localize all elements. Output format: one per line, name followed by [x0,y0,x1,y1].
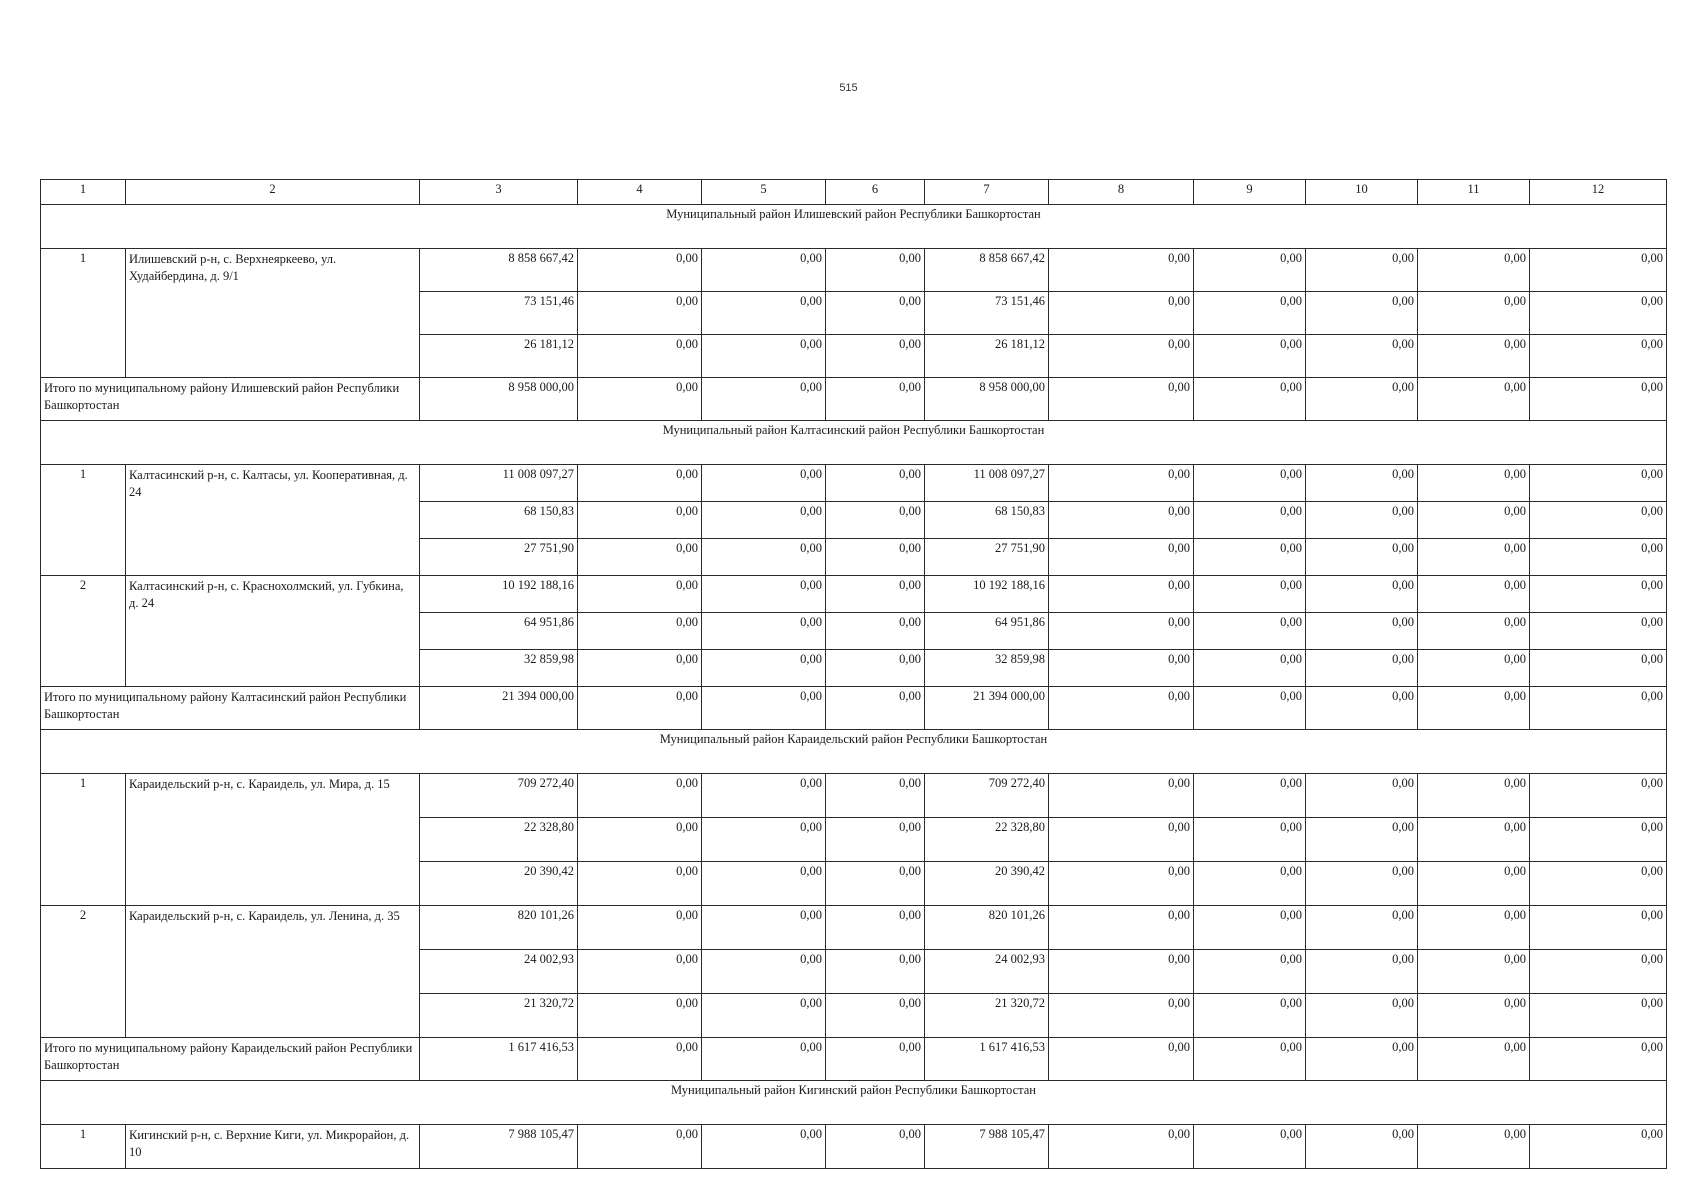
amount-cell: 0,00 [702,906,826,950]
amount-cell: 0,00 [1306,249,1418,292]
amount-cell: 0,00 [702,862,826,906]
amount-cell: 0,00 [1418,465,1530,502]
amount-cell: 0,00 [1306,950,1418,994]
amount-cell: 26 181,12 [420,335,578,378]
amount-cell: 0,00 [826,862,925,906]
amount-cell: 0,00 [578,906,702,950]
amount-cell: 0,00 [1530,613,1667,650]
amount-cell: 64 951,86 [420,613,578,650]
total-amount-cell: 0,00 [826,1038,925,1081]
amount-cell: 0,00 [1530,950,1667,994]
section-title: Муниципальный район Кигинский район Республики Башкортостан [41,1081,1667,1125]
amount-cell: 0,00 [826,335,925,378]
amount-cell: 0,00 [1306,862,1418,906]
amount-cell: 0,00 [1418,650,1530,687]
amount-cell: 0,00 [702,650,826,687]
column-header: 4 [578,180,702,205]
amount-cell: 0,00 [1418,335,1530,378]
total-amount-cell: 21 394 000,00 [420,687,578,730]
column-header: 9 [1194,180,1306,205]
address-cell: Караидельский р-н, с. Караидель, ул. Ленина, д. 35 [126,906,420,1038]
amount-cell: 0,00 [1530,994,1667,1038]
amount-cell: 0,00 [1418,994,1530,1038]
column-header: 5 [702,180,826,205]
amount-cell: 73 151,46 [420,292,578,335]
amount-cell: 0,00 [1049,502,1194,539]
amount-cell: 0,00 [1049,1125,1194,1169]
amount-cell: 0,00 [1049,650,1194,687]
total-amount-cell: 0,00 [1306,1038,1418,1081]
total-row [41,1038,1667,1081]
amount-cell: 0,00 [826,292,925,335]
amount-cell: 0,00 [702,613,826,650]
finance-table [40,179,1667,1169]
address-cell: Илишевский р-н, с. Верхнеяркеево, ул. Худайбердина, д. 9/1 [126,249,420,378]
amount-cell: 0,00 [826,994,925,1038]
amount-cell: 0,00 [1530,335,1667,378]
amount-cell: 0,00 [1194,1125,1306,1169]
amount-cell: 0,00 [1194,994,1306,1038]
amount-cell: 0,00 [1418,950,1530,994]
amount-cell: 0,00 [1530,539,1667,576]
amount-cell: 0,00 [826,1125,925,1169]
amount-cell: 0,00 [1194,576,1306,613]
column-header: 7 [925,180,1049,205]
amount-cell: 27 751,90 [925,539,1049,576]
amount-cell: 0,00 [1049,613,1194,650]
amount-cell: 0,00 [1418,862,1530,906]
section-header-row [41,730,1667,774]
section-header-row [41,421,1667,465]
amount-cell: 0,00 [578,862,702,906]
amount-cell: 0,00 [1306,774,1418,818]
amount-cell: 68 150,83 [420,502,578,539]
column-header: 1 [41,180,126,205]
total-amount-cell: 0,00 [702,378,826,421]
page-number: 515 [839,82,858,94]
amount-cell: 0,00 [702,249,826,292]
amount-cell: 0,00 [1530,906,1667,950]
amount-cell: 0,00 [702,502,826,539]
amount-cell: 24 002,93 [925,950,1049,994]
column-header: 6 [826,180,925,205]
amount-cell: 7 988 105,47 [420,1125,578,1169]
amount-cell: 0,00 [826,613,925,650]
amount-cell: 0,00 [1306,465,1418,502]
row-number: 1 [41,249,126,378]
amount-cell: 0,00 [1049,539,1194,576]
amount-cell: 8 858 667,42 [420,249,578,292]
amount-cell: 0,00 [1530,862,1667,906]
amount-cell: 73 151,46 [925,292,1049,335]
amount-cell: 0,00 [1306,576,1418,613]
amount-cell: 20 390,42 [925,862,1049,906]
amount-cell: 820 101,26 [925,906,1049,950]
amount-cell: 0,00 [1049,576,1194,613]
section-header-row [41,205,1667,249]
total-amount-cell: 0,00 [1194,687,1306,730]
total-amount-cell: 0,00 [578,378,702,421]
total-amount-cell: 0,00 [1306,378,1418,421]
amount-cell: 0,00 [826,818,925,862]
amount-cell: 0,00 [1194,502,1306,539]
amount-cell: 0,00 [1418,576,1530,613]
amount-cell: 0,00 [1049,774,1194,818]
amount-cell: 0,00 [1418,818,1530,862]
row-number: 1 [41,465,126,576]
amount-cell: 0,00 [1418,292,1530,335]
amount-cell: 0,00 [1306,502,1418,539]
amount-cell: 0,00 [1194,335,1306,378]
amount-cell: 0,00 [578,994,702,1038]
total-amount-cell: 0,00 [1418,1038,1530,1081]
amount-cell: 7 988 105,47 [925,1125,1049,1169]
table-row [41,465,1667,502]
amount-cell: 0,00 [578,292,702,335]
amount-cell: 32 859,98 [420,650,578,687]
amount-cell: 0,00 [826,774,925,818]
table-body [41,180,1667,1169]
amount-cell: 0,00 [1418,906,1530,950]
amount-cell: 0,00 [1194,249,1306,292]
amount-cell: 0,00 [578,249,702,292]
column-header: 3 [420,180,578,205]
total-amount-cell: 0,00 [826,687,925,730]
address-cell: Кигинский р-н, с. Верхние Киги, ул. Микрорайон, д. 10 [126,1125,420,1169]
amount-cell: 0,00 [826,950,925,994]
total-amount-cell: 0,00 [578,1038,702,1081]
section-title: Муниципальный район Караидельский район Республики Башкортостан [41,730,1667,774]
amount-cell: 68 150,83 [925,502,1049,539]
amount-cell: 32 859,98 [925,650,1049,687]
amount-cell: 0,00 [1194,292,1306,335]
table-row [41,576,1667,613]
table-row [41,1125,1667,1169]
amount-cell: 0,00 [702,950,826,994]
amount-cell: 0,00 [702,292,826,335]
total-label: Итого по муниципальному району Илишевский район Республики Башкортостан [41,378,420,421]
total-label: Итого по муниципальному району Караидельский район Республики Башкортостан [41,1038,420,1081]
table-row [41,774,1667,818]
amount-cell: 0,00 [1049,335,1194,378]
amount-cell: 0,00 [826,502,925,539]
amount-cell: 709 272,40 [420,774,578,818]
total-label: Итого по муниципальному району Калтасинский район Республики Башкортостан [41,687,420,730]
amount-cell: 0,00 [1049,818,1194,862]
amount-cell: 21 320,72 [925,994,1049,1038]
amount-cell: 0,00 [702,335,826,378]
amount-cell: 0,00 [826,906,925,950]
amount-cell: 0,00 [578,1125,702,1169]
amount-cell: 0,00 [1306,906,1418,950]
amount-cell: 0,00 [826,249,925,292]
amount-cell: 0,00 [1306,539,1418,576]
amount-cell: 0,00 [1306,335,1418,378]
total-amount-cell: 0,00 [578,687,702,730]
column-header-row [41,180,1667,205]
table-row [41,249,1667,292]
amount-cell: 0,00 [1530,650,1667,687]
amount-cell: 0,00 [1418,502,1530,539]
address-cell: Калтасинский р-н, с. Калтасы, ул. Кооперативная, д. 24 [126,465,420,576]
amount-cell: 0,00 [1049,249,1194,292]
amount-cell: 0,00 [1306,650,1418,687]
total-amount-cell: 0,00 [1049,1038,1194,1081]
row-number: 1 [41,774,126,906]
address-cell: Караидельский р-н, с. Караидель, ул. Мира, д. 15 [126,774,420,906]
table-row [41,906,1667,950]
amount-cell: 0,00 [1049,292,1194,335]
row-number: 2 [41,906,126,1038]
total-amount-cell: 8 958 000,00 [420,378,578,421]
amount-cell: 0,00 [702,994,826,1038]
amount-cell: 21 320,72 [420,994,578,1038]
column-header: 2 [126,180,420,205]
amount-cell: 0,00 [702,576,826,613]
total-row [41,687,1667,730]
total-amount-cell: 0,00 [702,687,826,730]
amount-cell: 0,00 [1194,465,1306,502]
amount-cell: 0,00 [1194,650,1306,687]
amount-cell: 0,00 [578,774,702,818]
amount-cell: 0,00 [1049,862,1194,906]
total-amount-cell: 0,00 [1418,687,1530,730]
amount-cell: 0,00 [1194,950,1306,994]
amount-cell: 0,00 [578,576,702,613]
amount-cell: 0,00 [1530,292,1667,335]
amount-cell: 0,00 [1049,950,1194,994]
amount-cell: 11 008 097,27 [925,465,1049,502]
amount-cell: 0,00 [1530,502,1667,539]
section-title: Муниципальный район Калтасинский район Республики Башкортостан [41,421,1667,465]
amount-cell: 0,00 [1194,774,1306,818]
section-header-row [41,1081,1667,1125]
amount-cell: 0,00 [1049,465,1194,502]
total-row [41,378,1667,421]
amount-cell: 0,00 [578,818,702,862]
total-amount-cell: 0,00 [702,1038,826,1081]
amount-cell: 27 751,90 [420,539,578,576]
amount-cell: 0,00 [826,576,925,613]
amount-cell: 0,00 [578,613,702,650]
amount-cell: 0,00 [702,539,826,576]
amount-cell: 0,00 [1530,249,1667,292]
total-amount-cell: 0,00 [1194,1038,1306,1081]
amount-cell: 0,00 [1530,774,1667,818]
amount-cell: 0,00 [826,465,925,502]
amount-cell: 0,00 [1306,818,1418,862]
amount-cell: 0,00 [826,650,925,687]
row-number: 2 [41,576,126,687]
amount-cell: 11 008 097,27 [420,465,578,502]
total-amount-cell: 0,00 [1306,687,1418,730]
amount-cell: 0,00 [1418,1125,1530,1169]
column-header: 11 [1418,180,1530,205]
amount-cell: 0,00 [1530,465,1667,502]
total-amount-cell: 0,00 [1530,1038,1667,1081]
total-amount-cell: 0,00 [1530,687,1667,730]
amount-cell: 0,00 [1530,576,1667,613]
amount-cell: 0,00 [578,465,702,502]
amount-cell: 0,00 [1418,774,1530,818]
amount-cell: 0,00 [1194,906,1306,950]
total-amount-cell: 0,00 [1194,378,1306,421]
amount-cell: 0,00 [578,950,702,994]
amount-cell: 24 002,93 [420,950,578,994]
total-amount-cell: 8 958 000,00 [925,378,1049,421]
amount-cell: 8 858 667,42 [925,249,1049,292]
amount-cell: 0,00 [1306,613,1418,650]
amount-cell: 26 181,12 [925,335,1049,378]
section-title: Муниципальный район Илишевский район Республики Башкортостан [41,205,1667,249]
amount-cell: 0,00 [702,774,826,818]
amount-cell: 0,00 [1194,539,1306,576]
amount-cell: 22 328,80 [420,818,578,862]
amount-cell: 0,00 [1418,249,1530,292]
total-amount-cell: 0,00 [1049,687,1194,730]
amount-cell: 0,00 [1194,818,1306,862]
amount-cell: 0,00 [702,1125,826,1169]
amount-cell: 820 101,26 [420,906,578,950]
amount-cell: 0,00 [578,539,702,576]
amount-cell: 0,00 [1418,613,1530,650]
amount-cell: 0,00 [1418,539,1530,576]
amount-cell: 64 951,86 [925,613,1049,650]
amount-cell: 709 272,40 [925,774,1049,818]
total-amount-cell: 0,00 [1530,378,1667,421]
total-amount-cell: 0,00 [1049,378,1194,421]
amount-cell: 0,00 [578,650,702,687]
total-amount-cell: 1 617 416,53 [925,1038,1049,1081]
total-amount-cell: 21 394 000,00 [925,687,1049,730]
amount-cell: 0,00 [1194,613,1306,650]
amount-cell: 0,00 [826,539,925,576]
amount-cell: 0,00 [578,335,702,378]
amount-cell: 10 192 188,16 [420,576,578,613]
amount-cell: 0,00 [1306,994,1418,1038]
amount-cell: 0,00 [1306,1125,1418,1169]
amount-cell: 0,00 [702,818,826,862]
column-header: 12 [1530,180,1667,205]
column-header: 8 [1049,180,1194,205]
amount-cell: 0,00 [1194,862,1306,906]
amount-cell: 0,00 [1049,906,1194,950]
row-number: 1 [41,1125,126,1169]
amount-cell: 0,00 [578,502,702,539]
address-cell: Калтасинский р-н, с. Краснохолмский, ул. Губкина, д. 24 [126,576,420,687]
column-header: 10 [1306,180,1418,205]
total-amount-cell: 1 617 416,53 [420,1038,578,1081]
amount-cell: 0,00 [1530,1125,1667,1169]
amount-cell: 0,00 [1049,994,1194,1038]
amount-cell: 22 328,80 [925,818,1049,862]
total-amount-cell: 0,00 [1418,378,1530,421]
amount-cell: 0,00 [702,465,826,502]
amount-cell: 20 390,42 [420,862,578,906]
total-amount-cell: 0,00 [826,378,925,421]
amount-cell: 0,00 [1530,818,1667,862]
amount-cell: 10 192 188,16 [925,576,1049,613]
amount-cell: 0,00 [1306,292,1418,335]
